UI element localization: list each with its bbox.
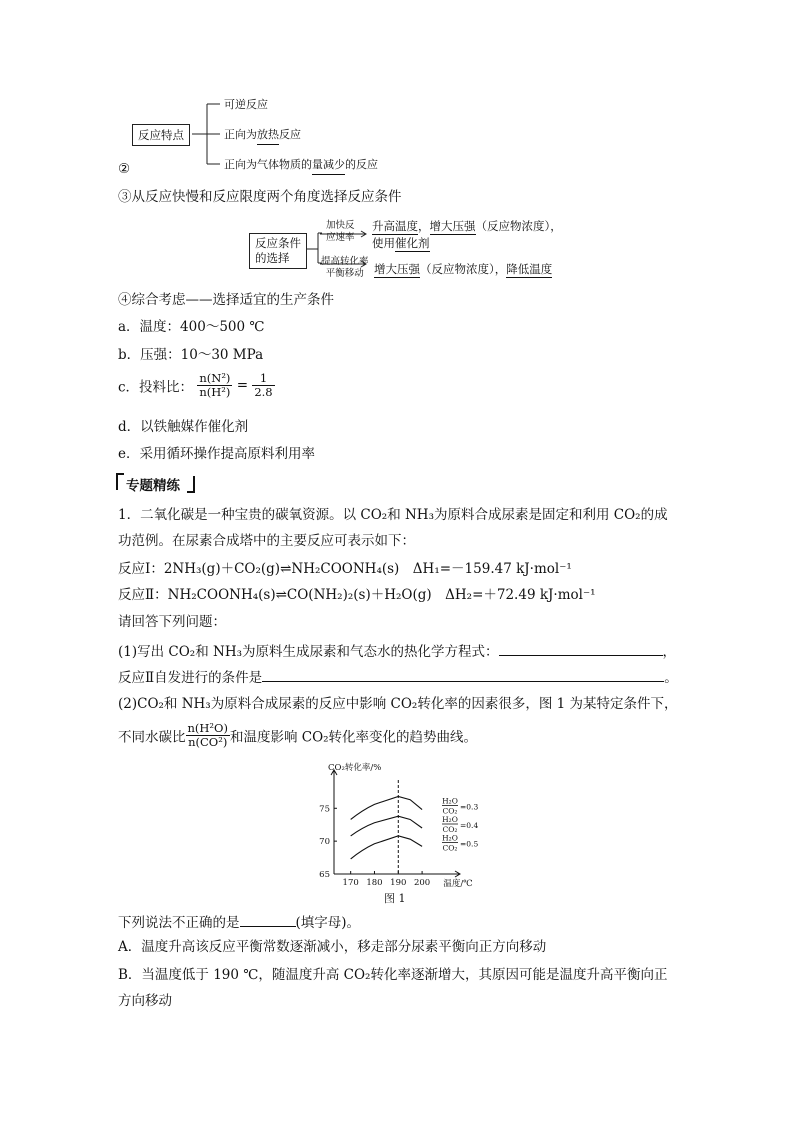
q1-part1b-period: 。 [664, 670, 678, 686]
q1-choose-text: 下列说法不正确的是 [118, 915, 240, 931]
feed-ratio-value [252, 372, 274, 399]
q1-choose [118, 912, 360, 932]
item3-heading: ③从反应快慢和反应限度两个角度选择反应条件 [118, 189, 402, 205]
q1-ask: 请回答下列问题： [118, 614, 226, 630]
x-tick-label: 190 [390, 878, 407, 888]
q1-intro-line1: 1．二氧化碳是一种宝贵的碳氧资源。以 CO₂和 NH₃为原料合成尿素是固定和利用 CO₂的成 [118, 507, 668, 523]
reaction-features-box: 反应特点 [132, 124, 190, 146]
q1-intro-line2: 功范例。在尿素合成塔中的主要反应可表示如下： [118, 533, 415, 549]
figure-caption: 图 1 [384, 892, 406, 905]
series-curve-2 [351, 816, 422, 836]
x-tick-label: 180 [366, 878, 383, 888]
q1-part2-suffix: 和温度影响 CO₂转化率变化的趋势曲线。 [229, 729, 478, 746]
condition-box-line1: 反应条件 [255, 236, 301, 250]
circle-number-2: ② [118, 161, 131, 177]
branch-gas-prefix: 正向为气体物质的 [224, 158, 312, 171]
corner-bracket-icon [116, 473, 125, 491]
q1-part1-line2 [118, 667, 678, 687]
feed-ratio-value-num: 1 [252, 372, 274, 386]
equilibrium-branch-text [374, 261, 552, 278]
y-tick-label: 65 [319, 870, 330, 880]
y-tick-label: 75 [319, 804, 330, 815]
eq-reactant-conc: （反应物浓度）， [420, 262, 507, 276]
eq-label-line1: 提高转化率 [321, 256, 369, 267]
option-a: A．温度升高该反应平衡常数逐渐减小，移走部分尿素平衡向正方向移动 [118, 939, 547, 955]
thermochem-equation-blank[interactable] [499, 641, 663, 656]
series-label-num-2: H₂O [442, 815, 458, 824]
speed-branch-text [372, 218, 562, 252]
item4-c [118, 372, 275, 399]
increase-pressure: 增大压强 [429, 219, 476, 233]
branch-gas-suffix: 的反应 [345, 158, 378, 171]
reaction-2: 反应Ⅱ：NH₂COONH₄(s)⇌CO(NH₂)₂(s)＋H₂O(g) ΔH₂=＋72.49 kJ·mol⁻¹ [118, 587, 596, 603]
series-label-num-3: H₂O [442, 833, 458, 843]
speed-reactant-conc: （反应物浓度）， [475, 219, 562, 233]
branch-gas-keyword: 量减少 [312, 156, 345, 175]
item4-e: e．采用循环操作提高原料利用率 [118, 446, 315, 462]
series-label-val-2: =0.4 [460, 821, 479, 830]
series-curve-1 [351, 796, 422, 819]
series-label-val-3: =0.5 [460, 839, 479, 849]
section-title: 专题精练 [126, 478, 180, 494]
item4-heading: ④综合考虑——选择适宜的生产条件 [118, 292, 334, 308]
feed-ratio-fraction [197, 372, 232, 399]
option-b-line1: B．当温度低于 190 ℃，随温度升高 CO₂转化率逐渐增大，其原因可能是温度升高平衡向正 [118, 967, 668, 983]
option-b-line2: 方向移动 [118, 993, 172, 1009]
q1-part1b-text: 反应Ⅱ自发进行的条件是 [118, 670, 263, 686]
speed-comma: ， [418, 219, 430, 233]
eq-label-line2: 平衡移动 [325, 268, 364, 279]
eq-lower-temperature: 降低温度 [506, 262, 553, 276]
series-label-den-1: CO₂ [442, 806, 458, 816]
feed-ratio-den: n(H²) [199, 385, 231, 399]
item4-a: a．温度：400～500 ℃ [118, 319, 265, 335]
series-label-den-2: CO₂ [442, 825, 458, 834]
corner-bracket-close-icon [186, 475, 195, 493]
item4-d: d．以铁触媒作催化剂 [118, 419, 249, 435]
speed-text-line2 [372, 235, 562, 252]
speed-branch-label [326, 220, 355, 244]
x-tick-label: 170 [342, 878, 359, 888]
q1-part2-line1: (2)CO₂和 NH₃为原料合成尿素的反应中影响 CO₂转化率的因素很多，图 1 为某特定条件下， [118, 696, 678, 712]
reaction-1: 反应Ⅰ：2NH₃(g)＋CO₂(g)⇌NH₂COONH₄(s) ΔH₁=－159.47 kJ·mol⁻¹ [118, 561, 572, 577]
q1-part2-prefix: 不同水碳比 [118, 729, 186, 746]
series-label-val-1: =0.3 [460, 802, 479, 812]
y-tick-label: 70 [319, 837, 330, 848]
water-carbon-den: n(CO²) [188, 735, 228, 749]
q1-part1-text: (1)写出 CO₂和 NH₃为原料生成尿素和气态水的热化学方程式： [118, 644, 499, 660]
item4-b: b．压强：10～30 MPa [118, 347, 264, 363]
q1-part1-comma: ， [662, 644, 677, 660]
q1-part2-line2 [118, 722, 477, 749]
co2-conversion-chart [300, 762, 500, 908]
condition-box-line2: 的选择 [255, 251, 290, 265]
q1-choose-end: (填字母)。 [295, 915, 361, 931]
branch-exothermic-keyword: 放热 [257, 126, 279, 145]
y-axis-label: CO₂转化率/% [328, 763, 382, 773]
water-carbon-num: n(H²O) [187, 721, 228, 735]
item4-c-prefix: c．投料比： [118, 379, 194, 396]
feed-ratio-equals: = [236, 377, 249, 394]
eq-increase-pressure: 增大压强 [374, 262, 420, 276]
equilibrium-branch-label [321, 256, 369, 280]
series-label-num-1: H₂O [442, 796, 458, 806]
branch-reversible: 可逆反应 [224, 98, 268, 111]
answer-choice-blank[interactable] [240, 912, 296, 927]
branch-exothermic-suffix: 反应 [279, 128, 301, 141]
x-tick-label: 200 [413, 878, 431, 888]
speed-text-line1 [372, 218, 562, 235]
water-carbon-ratio [186, 722, 230, 749]
feed-ratio-num: n(N²) [199, 371, 231, 385]
catalyst-text: 催化剂 [395, 236, 430, 250]
x-axis-label: 温度/℃ [443, 879, 473, 889]
branch-exothermic-prefix: 正向为 [224, 128, 257, 141]
feed-ratio-value-den: 2.8 [254, 385, 273, 399]
series-label-den-3: CO₂ [442, 843, 458, 853]
raise-temperature: 升高温度 [372, 219, 418, 233]
speed-label-line1: 加快反 [326, 220, 355, 231]
series-curve-3 [351, 836, 422, 859]
q1-part1-line1 [118, 641, 676, 661]
spontaneity-condition-blank[interactable] [262, 667, 664, 682]
speed-label-line2: 应速率 [326, 232, 355, 243]
use-text: 使用 [372, 236, 395, 250]
